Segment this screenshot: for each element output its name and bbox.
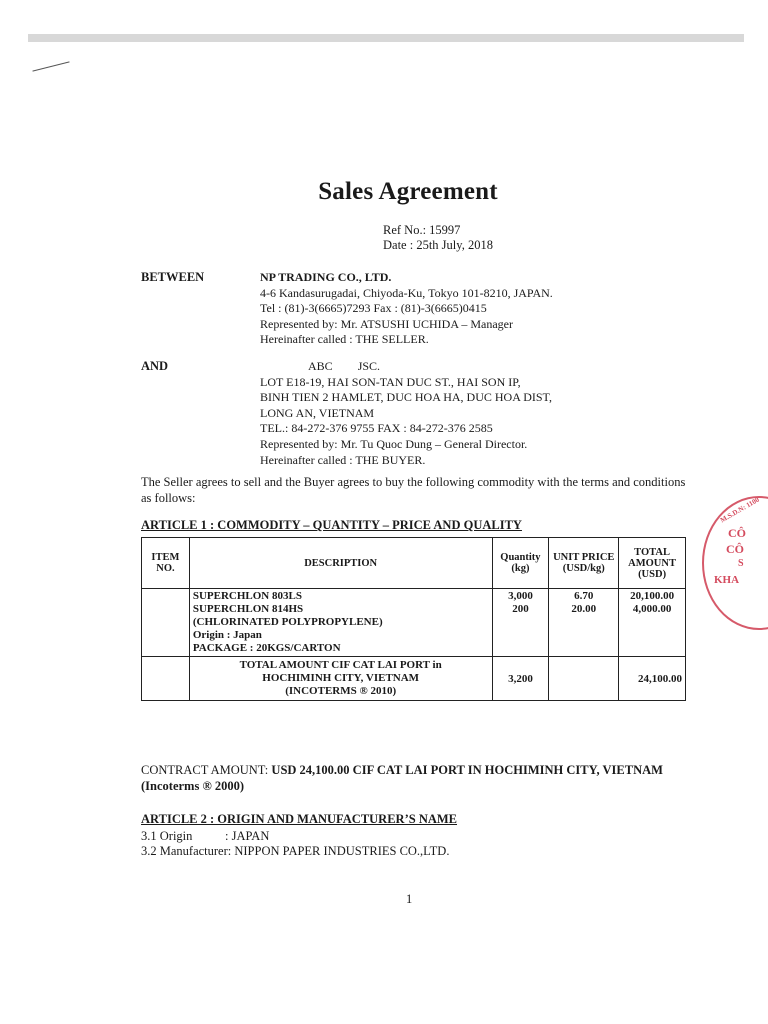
total-value: 20,100.00 — [630, 590, 675, 602]
total-unit-price-cell — [549, 657, 619, 701]
contract-bold-text: USD 24,100.00 CIF CAT LAI PORT IN HOCHIMINH CITY, VIETNAM — [271, 763, 663, 777]
buyer-hereinafter: Hereinafter called : THE BUYER. — [260, 452, 426, 467]
buyer-tel: TEL.: 84-272-376 9755 FAX : 84-272-376 2585 — [260, 421, 493, 436]
page-number: 1 — [406, 892, 413, 906]
table-header-row — [142, 538, 686, 589]
seller-hereinafter: Hereinafter called : THE SELLER. — [260, 332, 429, 347]
description-line: (CHLORINATED POLYPROPYLENE) — [192, 616, 383, 628]
table-row — [142, 589, 686, 657]
seller-address: 4-6 Kandasurugadai, Chiyoda-Ku, Tokyo 101-8210, JAPAN. — [260, 285, 553, 300]
buyer-name-suffix: JSC. — [357, 359, 381, 373]
unit-price-value: 6.70 — [574, 590, 594, 602]
ref-number: Ref No.: 15997 — [383, 223, 461, 237]
unit-price-value: 20.00 — [571, 603, 597, 615]
company-stamp — [702, 496, 768, 630]
quantity-value: 3,000 — [508, 590, 533, 602]
item-cell — [142, 589, 190, 657]
description-line: SUPERCHLON 803LS — [192, 590, 302, 602]
article-2-title: ARTICLE 2 : ORIGIN AND MANUFACTURER’S NAME — [141, 812, 458, 826]
article-1-title: ARTICLE 1 : COMMODITY – QUANTITY – PRICE AND QUALITY — [141, 518, 522, 532]
seller-block — [260, 270, 553, 348]
origin-block — [141, 829, 449, 859]
origin-label: 3.1 Origin — [141, 829, 193, 843]
seller-representative: Represented by: Mr. ATSUSHI UCHIDA – Manager — [260, 316, 513, 331]
quantity-cell — [492, 589, 549, 657]
contract-amount — [141, 762, 686, 794]
commodity-table — [141, 537, 686, 701]
origin-line — [141, 829, 449, 844]
total-label-line: HOCHIMINH CITY, VIETNAM — [262, 672, 420, 684]
agreement-date: Date : 25th July, 2018 — [383, 238, 493, 252]
stamp-text: CÔ — [726, 542, 744, 556]
quantity-value: 200 — [512, 603, 529, 615]
intro-paragraph: The Seller agrees to sell and the Buyer agrees to buy the following commodity with the terms and conditions as follows: — [141, 475, 686, 505]
manufacturer-line: 3.2 Manufacturer: NIPPON PAPER INDUSTRIES CO.,LTD. — [141, 844, 450, 858]
origin-value: : JAPAN — [225, 829, 270, 843]
and-label: AND — [141, 359, 169, 373]
total-label-line: (INCOTERMS ® 2010) — [285, 685, 397, 697]
buyer-representative: Represented by: Mr. Tu Quoc Dung – General Director. — [260, 436, 528, 451]
header-unit-price: UNIT PRICE (USD/kg) — [549, 538, 619, 589]
total-label-cell — [189, 657, 492, 701]
stamp-text: KHA — [714, 574, 740, 586]
total-quantity-cell: 3,200 — [492, 657, 549, 701]
stamp-text: CÔ — [728, 526, 746, 540]
contract-suffix: (Incoterms ® 2000) — [141, 779, 245, 793]
description-cell — [189, 589, 492, 657]
header-description: DESCRIPTION — [189, 538, 492, 589]
buyer-block — [260, 359, 552, 468]
reference-block — [383, 223, 493, 253]
buyer-address-1: LOT E18-19, HAI SON-TAN DUC ST., HAI SON IP, — [260, 374, 521, 389]
table-total-row — [142, 657, 686, 701]
description-line: SUPERCHLON 814HS — [192, 603, 304, 615]
header-item: ITEM NO. — [142, 538, 190, 589]
header-total-amount: TOTAL AMOUNT (USD) — [619, 538, 686, 589]
buyer-address-2: BINH TIEN 2 HAMLET, DUC HOA HA, DUC HOA DIST, — [260, 390, 552, 405]
description-line: PACKAGE : 20KGS/CARTON — [192, 642, 341, 654]
pen-mark — [32, 61, 69, 71]
stamp-rim-text: M.S.D.N: 1100 — [718, 495, 761, 525]
document-title: Sales Agreement — [318, 178, 498, 205]
buyer-address-3: LONG AN, VIETNAM — [260, 405, 375, 420]
seller-name: NP TRADING CO., LTD. — [260, 270, 392, 284]
seller-tel: Tel : (81)-3(6665)7293 Fax : (81)-3(6665)0415 — [260, 301, 487, 316]
scan-edge — [28, 34, 744, 42]
total-cell — [619, 589, 686, 657]
header-quantity: Quantity (kg) — [492, 538, 549, 589]
between-label: BETWEEN — [141, 270, 205, 284]
buyer-name: ABC — [308, 359, 333, 373]
total-label-line: TOTAL AMOUNT CIF CAT LAI PORT in — [239, 659, 442, 671]
total-value: 4,000.00 — [632, 603, 672, 615]
unit-price-cell — [549, 589, 619, 657]
contract-prefix: CONTRACT AMOUNT: — [141, 763, 269, 777]
description-line: Origin : Japan — [192, 629, 262, 641]
buyer-name-line — [260, 359, 552, 375]
total-amount-cell: 24,100.00 — [619, 657, 686, 701]
stamp-text: S — [738, 558, 744, 569]
item-cell — [142, 657, 190, 701]
